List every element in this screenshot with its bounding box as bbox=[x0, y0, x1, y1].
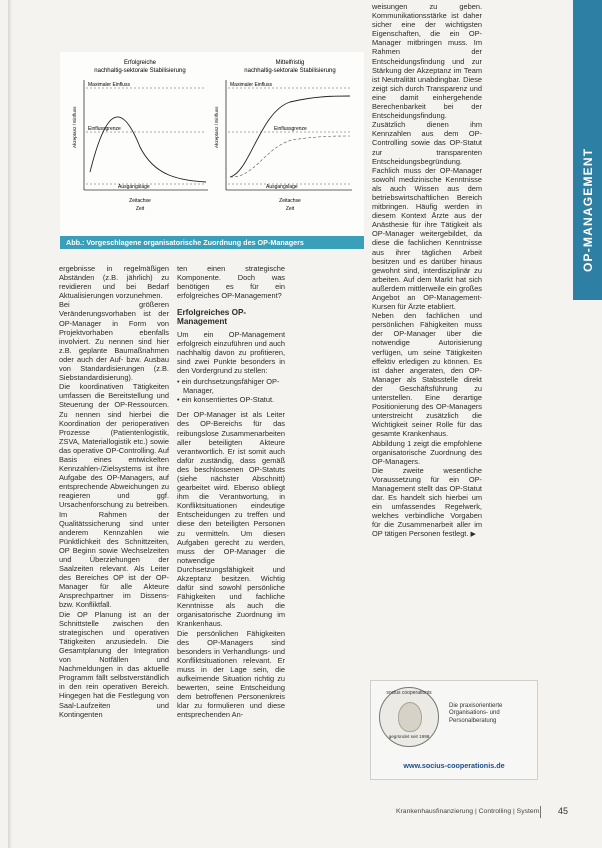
left-label-bottom: Ausgangslage bbox=[118, 184, 150, 190]
right-label-top: Maximaler Einfluss bbox=[230, 82, 272, 88]
section-sidetab-label: OP-MANAGEMENT bbox=[581, 147, 595, 273]
bullet-list bbox=[177, 377, 285, 404]
paragraph-text: Die zweite wesentliche Voraussetzung für ein OP-Management stellt das OP-Statut dar. Es handelt sich hierbei um ein umfassendes Regelwerk, welches verbindliche Vorgaben für die Zusammenarbeit aller im OP tätigen Personen festlegt. bbox=[372, 465, 482, 539]
paragraph: Fachlich muss der OP-Manager sowohl medizinische Kenntnisse als auch Wissen aus dem betriebswirtschaftlichen Bereich mitbringen. Häufig werden in diesem Kontext Ärzte aus der Anästhesie für ihre Tätigkeit als OP-Manager weitergebildet, da diese die fachlichen Kenntnisse aus ihrer täglichen Arbeit besitzen und es darüber hinaus gewohnt sind, interdisziplinär zu arbeiten. Auf dem Markt hat sich außerdem mittlerweile ein großes Angebot an OP-Management-Kursen für Ärzte etabliert. bbox=[372, 165, 482, 312]
left-label-mid: Einflussgrenze bbox=[88, 126, 121, 132]
right-chart-title-2: nachhaltig-sektorale Stabilisierung bbox=[244, 68, 336, 74]
paragraph: Die persönlichen Fähigkeiten des OP-Managers sind besonders in Verhandlungs- und Konfliktsituationen relevant. Er muss in der Lage sein, die aufkeimende Situation richtig zu bewerten, seine Entscheidung dem betroffenen Personenkreis klar zu formulieren und diese entsprechenden An- bbox=[177, 628, 285, 720]
paragraph: ten einen strategische Komponente. Doch was benötigen es für ein erfolgreiches OP-Management? bbox=[177, 264, 285, 301]
paragraph: weisungen zu geben. Kommunikationsstärke ist daher sicher eine der wichtigsten Eigenschaften, die ein OP-Manager mitbringen muss. Im Rahmen der Entscheidungsfindung und zur Stärkung der Akzeptanz im Team ist Neutralität unabdingbar. Diese zeigt sich durch Transparenz und eine damit einhergehende Berechenbarkeit bei der Entscheidungsfindung. Zusätzlich dienen ihm Kennzahlen aus dem OP-Controlling sowie das OP-Statut zur transparenten Entscheidungsbegründung. bbox=[372, 2, 482, 166]
page-number: 45 bbox=[558, 806, 569, 816]
right-curve bbox=[230, 96, 350, 177]
left-label-top: Maximaler Einfluss bbox=[88, 82, 130, 88]
paragraph: Bei größeren Veränderungsvorhaben ist der OP-Manager in Form von Projektvorhaben ebenfalls involviert. Zu nennen sind hier z.B. geplante Baumaßnahmen oder auch der Auf- bzw. Ausbau von Standardisierungen (z.B. Siebstandardisierung). bbox=[59, 300, 169, 383]
right-xlabel-2: Zeit bbox=[285, 206, 295, 212]
ad-seal-logo bbox=[379, 687, 439, 747]
paragraph bbox=[372, 466, 482, 540]
footer-journal: Krankenhausfinanzierung | Controlling | System bbox=[396, 808, 540, 815]
right-label-bottom: Ausgangslage bbox=[266, 184, 298, 190]
left-xlabel-2: Zeit bbox=[135, 206, 145, 212]
left-xlabel-1: Zeitachse bbox=[129, 198, 151, 204]
left-chart-title-1: Erfolgreiche bbox=[123, 60, 157, 66]
section-heading: Erfolgreiches OP-Management bbox=[177, 308, 247, 327]
ad-tagline: Die praxisorientierte Organisations- und Personalberatung bbox=[449, 703, 503, 724]
page-edge bbox=[8, 0, 12, 848]
figure bbox=[60, 52, 364, 250]
ad-seal-top-text: socius cooperationis bbox=[386, 690, 432, 696]
footer-divider bbox=[540, 806, 541, 818]
figure-svg bbox=[60, 52, 364, 236]
text-column-1 bbox=[59, 264, 169, 719]
bullet-item: • ein konsentiertes OP-Statut. bbox=[177, 395, 275, 405]
right-chart-title-1: Mittelfristig bbox=[275, 60, 305, 66]
ad-seal-bottom-text: gegründet seit 1998 bbox=[388, 734, 430, 739]
continue-arrow-icon: ▶ bbox=[470, 531, 476, 539]
right-ylabel: Akzeptanz / Einfluss bbox=[214, 106, 219, 148]
paragraph: Die OP Planung ist an der Schnittstelle zwischen den strategischen und operativen Tätigkeiten anzusiedeln. Die Gesamtplanung der Integration von Notfällen und Nachmeldungen in das aktuelle Programm fällt selbstverständlich in den rein operativen Bereich. Hingegen hat die Festlegung von Saal-Laufzeiten und Kontingenten bbox=[59, 609, 169, 719]
text-column-3 bbox=[372, 2, 482, 540]
right-xlabel-1: Zeitachse bbox=[279, 198, 301, 204]
ad-url-link[interactable]: www.socius-cooperationis.de bbox=[403, 761, 505, 770]
ad-portrait-icon bbox=[398, 702, 422, 732]
paragraph: Der OP-Manager ist als Leiter des OP-Bereichs für das reibungslose Zusammenarbeiten aller beteiligten Akteure verantwortlich. Er ist somit auch dafür zuständig, dass gemäß des beschlossenen OP-Statuts (siehe nächster Abschnitt) gearbeitet wird. Ebenso obliegt ihm die Verantwortung, in Konfliktsituationen eindeutige Entscheidungen zu treffen und diese den beteiligten Personen zu vermitteln. Um diesen Aufgaben gerecht zu werden, muss der OP-Manager die notwendige Durchsetzungsfähigkeit und Akzeptanz besitzen. Wichtig dafür sind sowohl persönliche Fähigkeiten und fachliche Kenntnisse als auch die organisatorische Zuordnung im Krankenhaus. bbox=[177, 410, 285, 629]
left-chart-title-2: nachhaltig-sektorale Stabilisierung bbox=[94, 68, 186, 74]
bullet-item: • ein durchsetzungsfähiger OP-Manager, bbox=[177, 377, 280, 396]
right-label-mid: Einflussgrenze bbox=[274, 126, 307, 132]
text-column-2 bbox=[177, 264, 285, 720]
paragraph: Die koordinativen Tätigkeiten umfassen die Bereitstellung und Steuerung der OP-Ressourcen. Zu nennen sind hierbei die Koordination der perioperativen Prozesse (Patientenlogistik, ZSVA, Materiallogistik etc.) sowie das operative OP-Controlling. Auf Basis eines entwickelten Kennzahlen-/Zielsystems ist ihre Aufgabe des OP-Managers, auf entsprechende Abweichungen zu reagieren und ggf. Ursachenforschung zu betreiben. Im Rahmen der Qualitätssicherung sind unter anderem Kennzahlen wie Pünktlichkeit des Schnittzeiten, OP Beginn sowie Wechselzeiten und Überziehungen der Saalzeiten relevant. Als Leiter des Bereiches OP ist der OP-Manager für alle Akteure Ansprechpartner im Dissens- bzw. Konfliktfall. bbox=[59, 382, 169, 610]
paragraph: Um ein OP-Management erfolgreich einzuführen und auch nachhaltig davon zu profitieren, sind zwei Punkte besonders in den Vordergrund zu stellen: bbox=[177, 329, 285, 375]
paragraph: ergebnisse in regelmäßigen Abständen (z.B. jährlich) zu revidieren und bei Bedarf Aktualisierungen vorzunehmen. bbox=[59, 264, 169, 301]
paragraph: Neben den fachlichen und persönlichen Fähigkeiten muss der OP-Manager über die notwendige Autorisierung verfügen, um seine Tätigkeiten effektiv erledigen zu können. Es ist daher angeraten, den OP-Manager als Stabsstelle direkt der Geschäftsführung zu unterstellen. Eine derartige Positionierung des OP-Managers unterstreicht zusätzlich die Wichtigkeit seiner Rolle für das gesamte Krankenhaus. bbox=[372, 311, 482, 439]
paragraph: Abbildung 1 zeigt die empfohlene organisatorische Zuordnung des OP-Managers. bbox=[372, 438, 482, 466]
advertisement bbox=[370, 680, 538, 780]
figure-caption: Abb.: Vorgeschlagene organisatorische Zuordnung des OP-Managers bbox=[60, 236, 364, 249]
left-ylabel: Akzeptanz / Einfluss bbox=[72, 106, 77, 148]
